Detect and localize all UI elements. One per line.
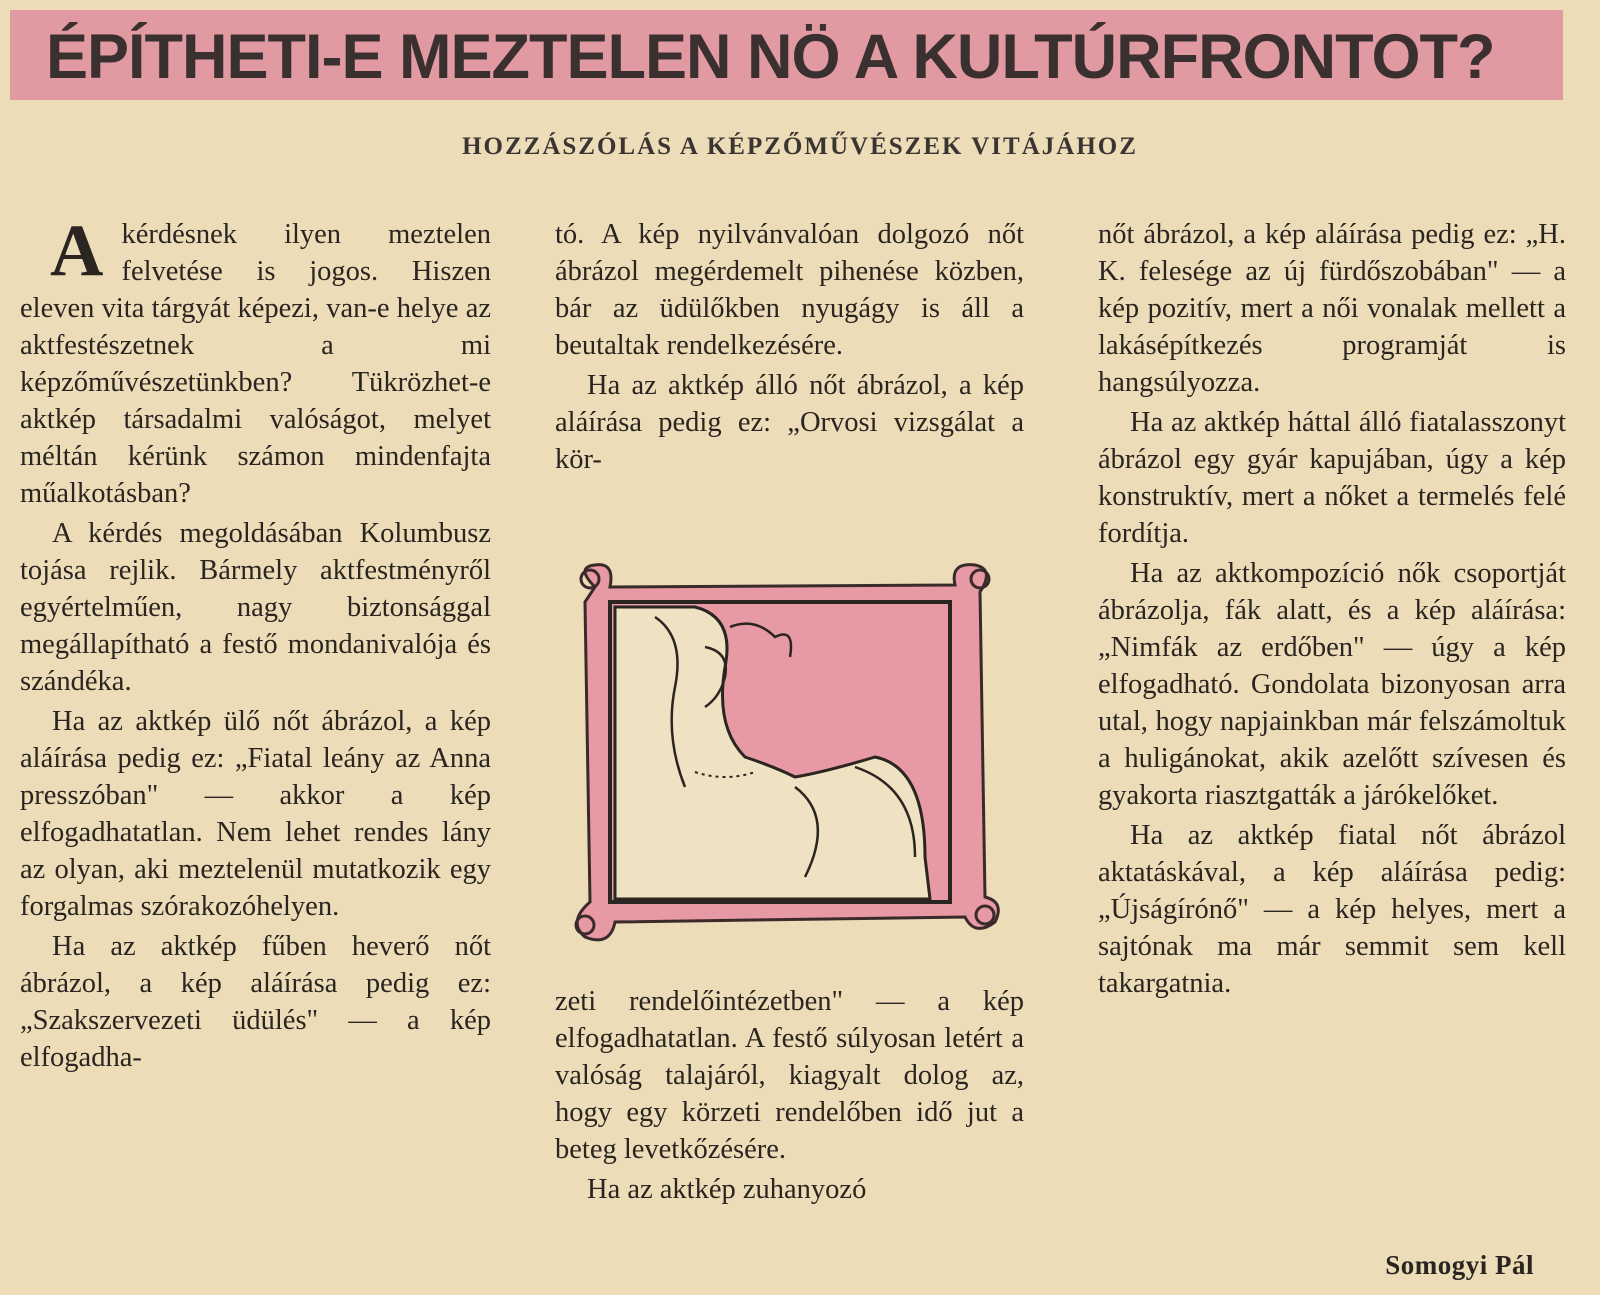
drop-cap: A <box>50 210 104 292</box>
article-column-3 <box>1098 216 1566 1002</box>
paragraph-8: Ha az aktkép zuhanyozó <box>587 1174 867 1205</box>
article-column-1 <box>20 210 491 1076</box>
paragraph-12: Ha az aktkép fiatal nőt ábrázol aktatáskával, a kép aláírása pedig: „Újságírónő" — a kép helyes, mert a sajtónak ma már semmit sem kell takargatnia. <box>1098 820 1566 999</box>
paragraph-2: A kérdés megoldásában Kolumbusz tojása rejlik. Bármely aktfestményről egyértelműen, nagy biztonsággal megállapítható a festő mondanivalója és szándéka. <box>20 518 491 697</box>
paragraph-5: tó. A kép nyilvánvalóan dolgozó nőt ábrázol megérdemelt pihenése közben, bár az üdülőkben nyugágy is áll a beutaltak rendelkezésére. <box>555 219 1024 361</box>
paragraph-11: Ha az aktkompozíció nők csoportját ábrázolja, fák alatt, és a kép aláírása: „Nimfák az erdőben" — úgy a kép elfogadható. Gondolata bizonyosan arra utal, hogy napjainkban már felszámoltuk a huligánokat, akik azelőtt szívesen és gyakorta riasztgatták a járókelőket. <box>1098 558 1566 811</box>
paragraph-3: Ha az aktkép ülő nőt ábrázol, a kép aláírása pedig ez: „Fiatal leány az Anna presszóban" — akkor a kép elfogadhatatlan. Nem lehet rendes lány az olyan, aki meztelenül mutatkozik egy forgalmas szórakozóhelyen. <box>20 706 491 922</box>
author-signature: Somogyi Pál <box>1385 1250 1534 1280</box>
paragraph-6: Ha az aktkép álló nőt ábrázol, a kép aláírása pedig ez: „Orvosi vizsgálat a kör- <box>555 370 1024 475</box>
framed-portrait-illustration <box>555 557 1015 957</box>
paragraph-10: Ha az aktkép háttal álló fiatalasszonyt ábrázol egy gyár kapujában, úgy a kép konstruktív, mert a nőket a termelés felé fordítja. <box>1098 407 1566 549</box>
paragraph-7: zeti rendelőintézetben" — a kép elfogadhatatlan. A festő súlyosan letért a valóság talajáról, kiagyalt dolog az, hogy egy körzeti rendelőben idő jut a beteg levetkőzésére. <box>555 986 1024 1165</box>
article-column-2-bottom <box>555 983 1024 1208</box>
headline: ÉPÍTHETI-E MEZTELEN NÖ A KULTÚRFRONTOT? <box>46 22 1495 92</box>
paragraph-1 <box>20 210 491 512</box>
paragraph-1-text: kérdésnek ilyen meztelen felvetése is jogos. Hiszen eleven vita tárgyát képezi, van-e helye az aktfestészetnek a mi képzőművészetünkben? Tükrözhet-e aktkép társadalmi valóságot, melyet méltán kérünk számon mindenfajta műalkotásban? <box>20 219 491 509</box>
article-column-2-top <box>555 216 1024 478</box>
paragraph-9: nőt ábrázol, a kép aláírása pedig ez: „H. K. felesége az új fürdőszobában" — a kép pozitív, mert a női vonalak mellett a lakásépítkezés programját is hangsúlyozza. <box>1098 219 1566 398</box>
paragraph-4: Ha az aktkép fűben heverő nőt ábrázol, a kép aláírása pedig ez: „Szakszervezeti üdülés" — a kép elfogadha- <box>20 931 491 1073</box>
subtitle: HOZZÁSZÓLÁS A KÉPZŐMŰVÉSZEK VITÁJÁHOZ <box>462 133 1138 160</box>
